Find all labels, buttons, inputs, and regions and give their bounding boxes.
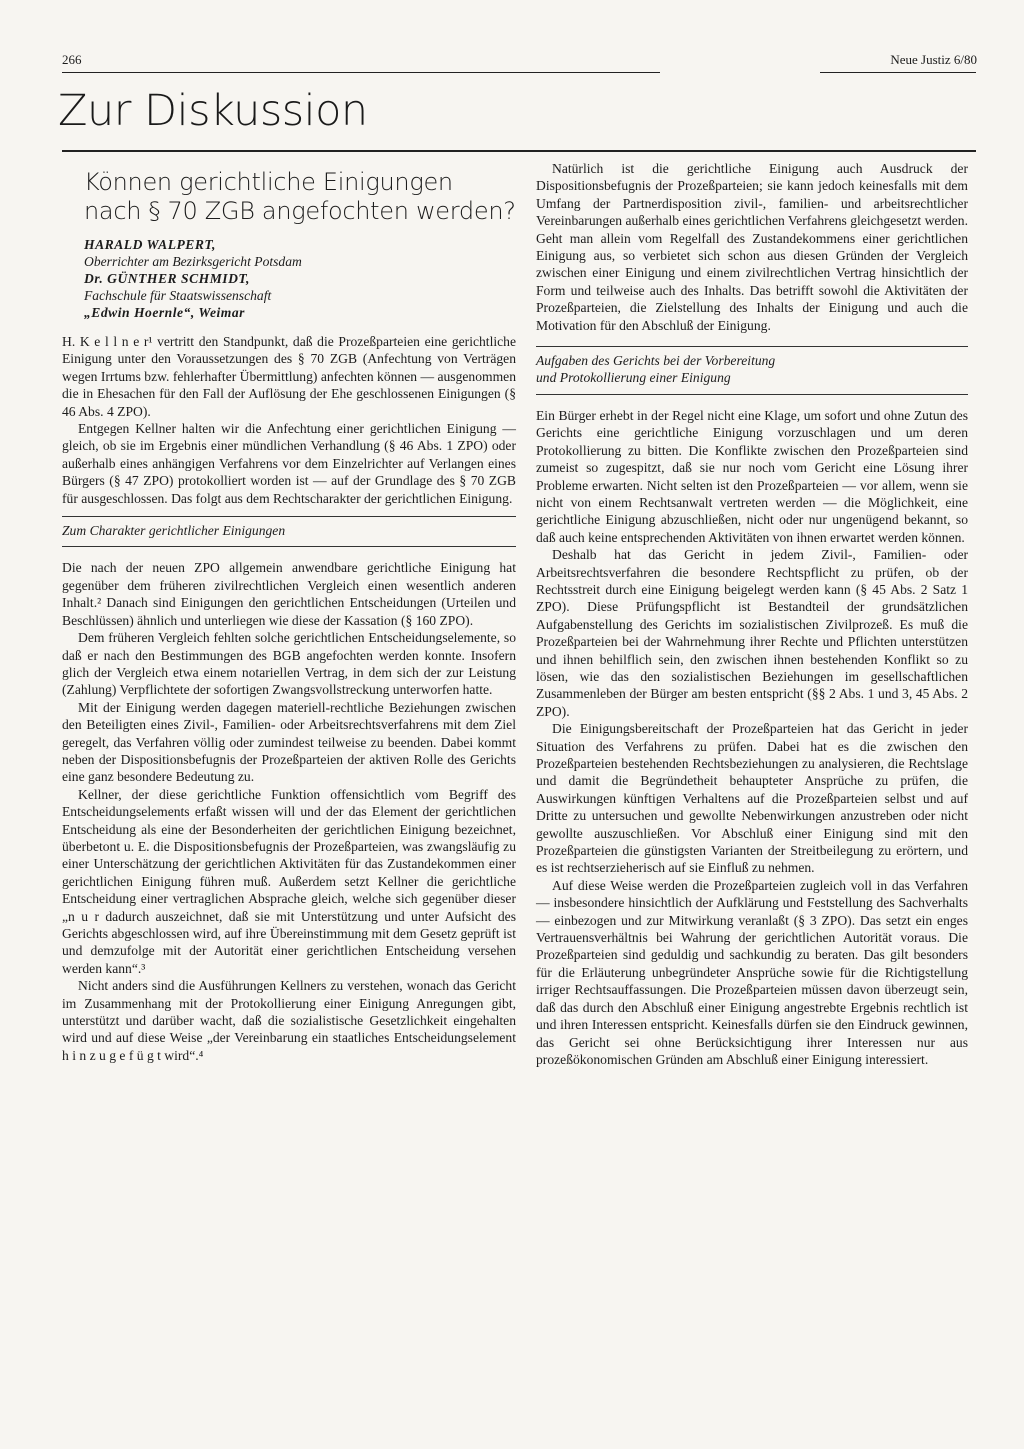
subheading: Zum Charakter gerichtlicher Einigungen xyxy=(62,516,516,547)
left-column xyxy=(62,160,516,1064)
paragraph: Entgegen Kellner halten wir die Anfechtung einer gerichtlichen Einigung — gleich, ob sie im Ergebnis einer mündlichen Verhandlung (§ 46 Abs. 1 ZPO) oder außerhalb eines anhängigen Verfahrens vor dem Einzelrichter auf Verlangen eines Bürgers (§ 47 ZPO) protokolliert worden ist — auf der Grundlage des § 70 ZGB für ausgeschlossen. Das folgt aus dem Rechtscharakter der gerichtlichen Einigung. xyxy=(62,421,516,506)
header-rule xyxy=(62,72,660,73)
author2-affiliation-1: Fachschule für Staatswissenschaft xyxy=(84,288,272,303)
page-number: 266 xyxy=(62,52,82,67)
paragraph: Mit der Einigung werden dagegen materiell-rechtliche Beziehungen zwischen den Beteiligten eines Zivil-, Familien- oder Arbeitsrechtsverfahrens mit dem Ziel geregelt, das Verfahren völlig oder zumindest teilweise zu beenden. Dabei kommt neben der Dispositionsbefugnis der Prozeßparteien der aktiven Rolle des Gerichts eine ganz besondere Bedeutung zu. xyxy=(62,699,516,785)
paragraph: Deshalb hat das Gericht in jedem Zivil-, Familien- oder Arbeitsrechtsverfahren die besondere Rechtspflicht zu prüfen, ob der Rechtsstreit durch eine Einigung beigelegt werden kann (§ 45 Abs. 2 Satz 1 ZPO). Diese Prüfungspflicht ist Bestandteil der grundsätzlichen Aufgabenstellung des Gerichts im sozialistischen Zivilprozeß. Es muß die Prozeßparteien bei der Wahrnehmung ihrer Rechte und Pflichten unterstützen und ihnen behilflich sein, den zwischen ihnen bestehenden Konflikt so zu lösen, wie das den sozialistischen Beziehungen im gesellschaftlichen Zusammenleben der Bürger am besten entspricht (§§ 2 Abs. 1 und 3, 45 Abs. 2 ZPO). xyxy=(536,547,968,719)
right-column xyxy=(536,160,968,1068)
author2-name: Dr. GÜNTHER SCHMIDT, xyxy=(84,271,250,286)
paragraph: Kellner, der diese gerichtliche Funktion offensichtlich vom Begriff des Entscheidungselements erfaßt wissen will und der das Element der gerichtlichen Entscheidung als eine der Besonderheiten der gerichtlichen Einigung bezeichnet, überbetont u. E. die Dispositionsbefugnis der Prozeßparteien, was zwangsläufig zu einer Unterschätzung der gerichtlichen Aktivitäten für das Zustandekommen einer gerichtlichen Einigung führen muß. Außerdem setzt Kellner die gerichtliche Entscheidung einer vertraglichen Absprache gleich, welche sich gegenüber dieser „n u r dadurch auszeichnet, daß sie mit Unterstützung und unter Aufsicht des Gerichts abgeschlossen wird, auf ihre Übereinstimmung mit dem Gesetz geprüft ist und demzufolge mit der Autorität einer gerichtlichen Entscheidung versehen werden kann“.³ xyxy=(62,786,516,976)
authors xyxy=(84,236,516,321)
article-title-line2: nach § 70 ZGB angefochten werden? xyxy=(84,197,516,225)
section-title: Zur Diskussion xyxy=(58,86,368,136)
title-rule xyxy=(62,150,976,152)
paragraph: Dem früheren Vergleich fehlten solche gerichtlichen Entscheidungselemente, so daß er nach den Bestimmungen des BGB angefochten werden konnte. Insofern glich der Vergleich etwa einem notariellen Vertrag, in dem sich der zur Leistung (Zahlung) Verpflichtete der sofortigen Zwangsvollstreckung unterworfen hatte. xyxy=(62,630,516,698)
paragraph: Auf diese Weise werden die Prozeßparteien zugleich voll in das Verfahren — insbesondere hinsichtlich der Aufklärung und Feststellung des Sachverhalts — einbezogen und zur Mitwirkung veranlaßt (§ 3 ZPO). Das setzt ein enges Vertrauensverhältnis bei Wahrung der gerichtlichen Autorität voraus. Die Prozeßparteien sind geduldig und sachkundig zu beraten. Das gilt besonders für die Erläuterung unbegründeter Ansprüche sowie für die Richtigstellung irriger Rechtsauffassungen. Die Prozeßparteien müssen davon überzeugt sein, daß das durch den Abschluß einer Einigung angestrebte Ergebnis rechtlich ist und ihren Interessen entspricht. Keinesfalls dürfen sie den Eindruck gewinnen, das Gericht sei ohne Berücksichtigung ihrer Interessen nur aus prozeßökonomischen Gründen am Abschluß einer Einigung interessiert. xyxy=(536,877,968,1067)
subheading xyxy=(536,346,968,395)
paragraph: Die nach der neuen ZPO allgemein anwendbare gerichtliche Einigung hat gegenüber dem früheren zivilrechtlichen Vergleich einen wesentlich anderen Inhalt.² Danach sind Einigungen den gerichtlichen Entscheidungen (Urteilen und Beschlüssen) ähnlich und unterliegen wie diese der Kassation (§ 160 ZPO). xyxy=(62,560,516,628)
paragraph: H. K e l l n e r¹ vertritt den Standpunkt, daß die Prozeßparteien eine gerichtliche Einigung unter den Voraussetzungen des § 70 ZGB (Anfechtung von Verträgen wegen Irrtums bzw. fehlerhafter Übermittlung) anfechten können — ausgenommen die in Ehesachen für den Fall der Auflösung der Ehe geschlossenen Einigungen (§ 46 Abs. 4 ZPO). xyxy=(62,334,516,419)
paragraph: Ein Bürger erhebt in der Regel nicht eine Klage, um sofort und ohne Zutun des Gerichts eine gerichtliche Einigung vorzuschlagen und um deren Protokollierung zu bitten. Die Konflikte zwischen den Prozeßparteien sind zumeist so zugespitzt, daß sie nur noch vom Gericht eine Lösung ihrer Probleme erwarten. Nicht selten ist den Prozeßparteien — vor allem, wenn sie nicht von einem Rechtsanwalt vertreten werden — die Möglichkeit, eine gerichtliche Einigung abzuschließen, nicht oder nur ungenügend bekannt, so daß auch keine entsprechenden Aktivitäten von ihnen erwartet werden können. xyxy=(536,407,968,545)
author1-name: HARALD WALPERT, xyxy=(84,237,216,252)
article-title-line1: Können gerichtliche Einigungen xyxy=(84,168,453,196)
author1-affiliation: Oberrichter am Bezirksgericht Potsdam xyxy=(84,254,302,269)
subheading-line1: Aufgaben des Gerichts bei der Vorbereitung xyxy=(536,353,776,369)
paragraph: Die Einigungsbereitschaft der Prozeßparteien hat das Gericht in jeder Situation des Verfahrens zu prüfen. Dabei hat es die zwischen den Prozeßparteien bestehenden Rechtsbeziehungen zu analysieren, die Rechtslage und damit die Begründetheit behaupteter Ansprüche zu prüfen, die Auswirkungen künftigen Verhaltens auf die Prozeßparteien selbst und auf Dritte zu untersuchen und gewollte Nebenwirkungen anzustreben oder nicht gewollte auszuschließen. Vor Abschluß einer Einigung sind mit den Prozeßparteien die günstigsten Varianten der Streitbeilegung zu erörtern, und es ist rechtserzieherisch auf sie Einfluß zu nehmen. xyxy=(536,721,968,876)
author2-affiliation-2: „Edwin Hoernle“, Weimar xyxy=(84,305,245,320)
subheading-line2: und Protokollierung einer Einigung xyxy=(536,370,731,386)
article-title xyxy=(84,168,516,226)
header-rule-right xyxy=(820,72,976,73)
journal-issue: Neue Justiz 6/80 xyxy=(890,52,977,67)
paragraph: Natürlich ist die gerichtliche Einigung auch Ausdruck der Dispositionsbefugnis der Prozeßparteien; sie kann jedoch keinesfalls mit dem Umfang der Partnerdisposition zivil-, familien- und arbeitsrechtlicher Vereinbarungen außerhalb eines gerichtlichen Verfahrens gleichgesetzt werden. Geht man allein vom Regelfall des Zustandekommens einer gerichtlichen Einigung aus, so verbietet sich schon aus diesen Gründen der Vergleich zwischen einer Einigung und einem zivilrechtlichen Vertrag hinsichtlich der Form und teilweise auch des Inhalts. Das betrifft sowohl die Aktivitäten der Prozeßparteien, die Zielstellung des Inhalts der Einigung und auch die Motivation für den Abschluß der Einigung. xyxy=(536,161,968,333)
paragraph: Nicht anders sind die Ausführungen Kellners zu verstehen, wonach das Gericht im Zusammenhang mit der Protokollierung einer Einigung Anregungen gibt, unterstützt und darüber wacht, daß die sozialistische Gesetzlichkeit eingehalten wird und auf diese Weise „der Vereinbarung ein staatliches Entscheidungselement h i n z u g e f ü g t wird“.⁴ xyxy=(62,978,516,1063)
